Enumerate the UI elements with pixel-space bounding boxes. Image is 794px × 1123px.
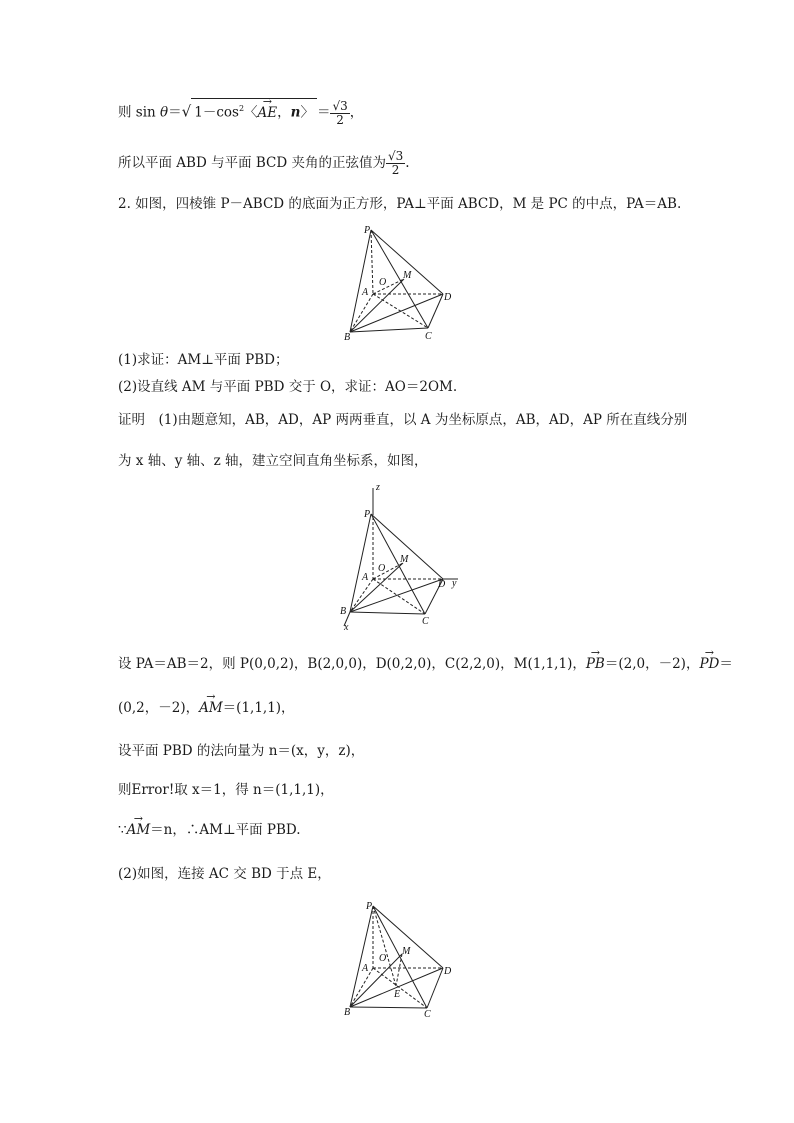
question-2: (2)设直线 AM 与平面 PBD 交于 O，求证：AO＝2OM. bbox=[118, 379, 458, 395]
label-O: O bbox=[379, 277, 387, 288]
label-M: M bbox=[403, 270, 412, 281]
coordinates-line-2: (0,2，－2)，→ AM＝(1,1,1)， bbox=[118, 698, 295, 718]
pyramid-figure-axes bbox=[330, 480, 470, 630]
label-B: B bbox=[340, 606, 347, 617]
label-M: M bbox=[402, 946, 411, 957]
normal-vector-line: 设平面 PBD 的法向量为 n＝(x，y，z)， bbox=[118, 743, 365, 759]
error-line: 则Error!取 x＝1，得 n＝(1,1,1)， bbox=[118, 782, 334, 798]
label-E: E bbox=[394, 989, 401, 1000]
label-y: y bbox=[452, 578, 457, 589]
label-O: O bbox=[378, 563, 386, 574]
label-C: C bbox=[424, 1009, 431, 1020]
label-B: B bbox=[344, 1007, 351, 1018]
label-z: z bbox=[376, 482, 380, 493]
label-P: P bbox=[366, 901, 373, 912]
pyramid-figure-1 bbox=[330, 222, 460, 344]
proof-line-2: 为 x 轴、y 轴、z 轴，建立空间直角坐标系，如图， bbox=[118, 453, 428, 469]
label-C: C bbox=[422, 616, 429, 627]
problem-2-statement: 2. 如图，四棱锥 P－ABCD 的底面为正方形，PA⊥平面 ABCD，M 是 PC 的中点，PA＝AB. bbox=[118, 196, 682, 212]
label-P: P bbox=[364, 225, 371, 236]
coordinates-line-1: 设 PA＝AB＝2，则 P(0,0,2)，B(2,0,0)，D(0,2,0)，C(2,2,0)，M(1,1,1)，→ PB＝(2,0，－2)，→ PD＝ bbox=[118, 654, 733, 674]
label-A: A bbox=[362, 572, 369, 583]
label-A: A bbox=[362, 287, 369, 298]
label-P: P bbox=[364, 509, 371, 520]
label-x: x bbox=[344, 622, 349, 630]
question-1: (1)求证：AM⊥平面 PBD； bbox=[118, 352, 289, 368]
label-B: B bbox=[344, 332, 351, 343]
label-O: O bbox=[379, 953, 387, 964]
pyramid-figure-3 bbox=[330, 896, 460, 1020]
label-D: D bbox=[438, 579, 446, 590]
sin-theta-line: 则 sin θ＝√ $1-\cos^2$〈→ AE，n〉 ＝ $\frac{√3}{2}$ ， bbox=[118, 98, 363, 127]
label-A: A bbox=[362, 963, 369, 974]
label-D: D bbox=[444, 966, 452, 977]
label-M: M bbox=[400, 554, 409, 565]
proof-line-1: 证明 (1)由题意知，AB，AD，AP 两两垂直，以 A 为坐标原点，AB，AD，AP 所在直线分别 bbox=[118, 412, 688, 428]
label-C: C bbox=[425, 331, 432, 342]
sine-value-line: 所以平面 ABD 与平面 BCD 夹角的正弦值为 $\frac{√3}{2}$ . bbox=[118, 149, 410, 177]
part-2-line: (2)如图，连接 AC 交 BD 于点 E， bbox=[118, 866, 331, 882]
label-D: D bbox=[444, 292, 452, 303]
conclusion-line: ∵→ AM＝n，∴AM⊥平面 PBD. bbox=[118, 820, 301, 840]
